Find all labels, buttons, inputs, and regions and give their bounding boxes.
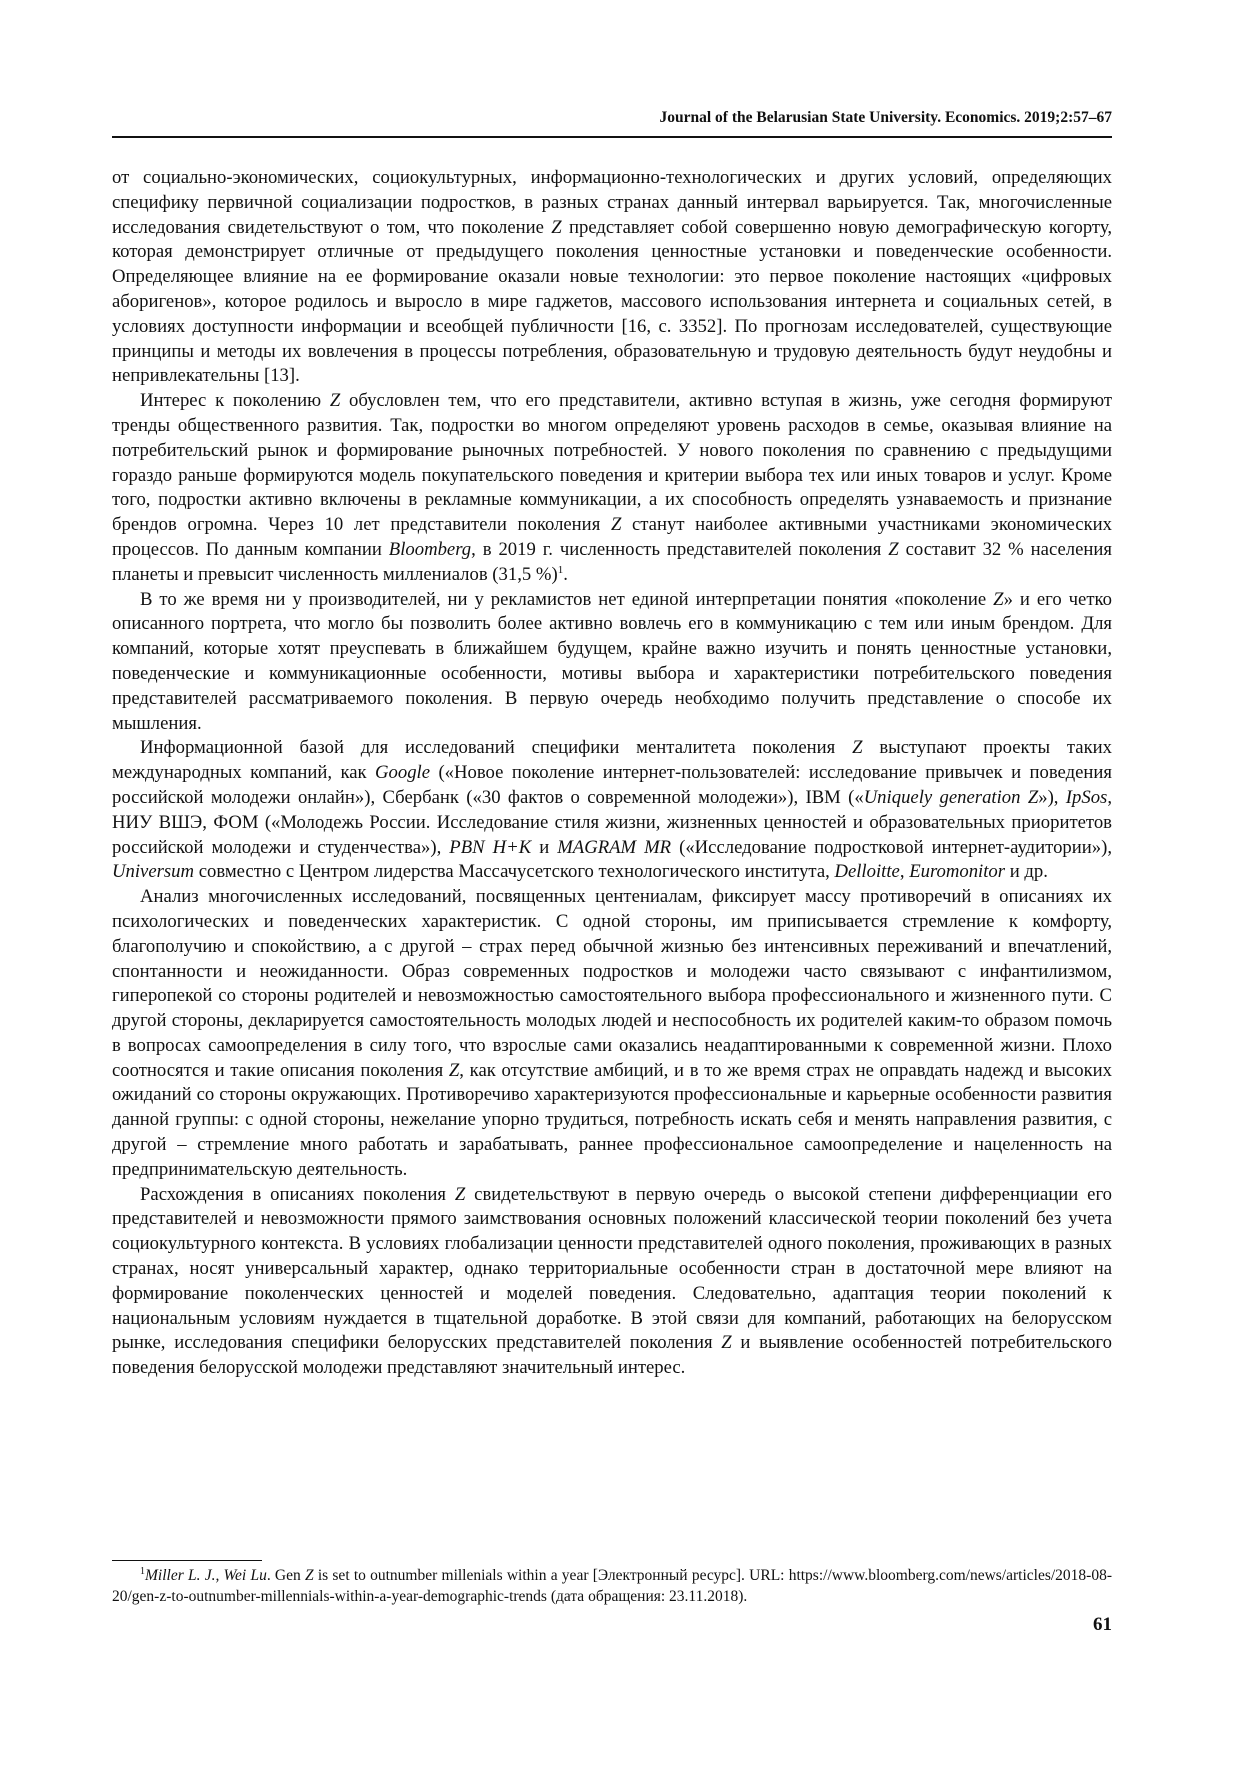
text-run: . xyxy=(563,563,568,585)
text-run: Информационной базой для исследований специфики менталитета поколения xyxy=(140,737,853,759)
footnote-paragraph xyxy=(112,1566,1112,1607)
italic-text: Z xyxy=(993,588,1004,610)
text-run: Анализ многочисленных исследований, посвященных центениалам, фиксирует массу противоречий в описаниях их психологических и поведенческих характеристик. С одной стороны, им приписывается стремление к комфорту, благополучию и спокойствию, а с другой – страх перед обычной жизнью без интенсивных переживаний и впечатлений, спонтанности и неожиданности. Образ современных подростков и молодежи часто связывают с инфантилизмом, гиперопекой со стороны родителей и невозможностью самостоятельного выбора профессионального и жизненного пути. С другой стороны, декларируется самостоятельность молодых людей и неспособность их родителей каким-то образом помочь в вопросах самоопределения в силу того, что взрослые сами оказались неадаптированными к современной жизни. Плохо соотносятся и такие описания поколения xyxy=(112,886,1112,1081)
text-run: обусловлен тем, что его представители, активно вступая в жизнь, уже сегодня формируют тренды общественного развития. Так, подростки во многом определяют уровень расходов в семье, оказывая влияние на потребительский рынок и формирование рыночных потребностей. У нового поколения по сравнению с предыдущими гораздо раньше формируются модель покупательского поведения и критерии выбора тех или иных товаров и услуг. Кроме того, подростки активно включены в рекламные коммуникации, а их способность определять узнаваемость и признание брендов огромна. Через 10 лет представители поколения xyxy=(112,390,1112,536)
text-run: . Gen xyxy=(266,1567,305,1584)
text-run: , как отсутствие амбиций, и в то же время страх не оправдать надежд и высоких ожиданий со стороны окружающих. Противоречиво характеризуются профессиональные и карьерные особенности развития данной группы: с одной стороны, нежелание упорно трудиться, потребность искать себя и менять направления развития, с другой – стремление много работать и зарабатывать, раннее профессиональное самоопределение и нацеленность на предпринимательскую деятельность. xyxy=(112,1059,1112,1180)
italic-text: Z xyxy=(304,1567,314,1584)
italic-text: Miller L. J., Wei Lu xyxy=(145,1567,267,1584)
body-text xyxy=(112,166,1112,1381)
footnote-rule xyxy=(112,1560,262,1561)
body-paragraph xyxy=(112,166,1112,389)
text-run: составит 32 % населения планеты и превысит численность миллениалов (31,5 %) xyxy=(112,538,1112,585)
footnote-reference: 1 xyxy=(557,563,564,576)
body-paragraph xyxy=(112,389,1112,587)
italic-text: PBN H+K xyxy=(449,836,532,858)
body-paragraph xyxy=(112,885,1112,1183)
text-run: и xyxy=(531,836,558,858)
text-run: » и его четко описанного портрета, что могло бы позволить более активно вовлечь его в коммуникацию с тем или иным брендом. Для компаний, которые хотят преуспевать в ближайшем будущем, крайне важно изучить и понять ценностные установки, поведенческие и коммуникационные особенности, мотивы выбора и характеристики потребительского поведения представителей рассматриваемого поколения. В первую очередь необходимо получить представление о способе их мышления. xyxy=(112,588,1112,734)
text-run: и выявление особенностей потребительского поведения белорусской молодежи представляют значительный интерес. xyxy=(112,1332,1112,1379)
text-run: представляет собой совершенно новую демографическую когорту, которая демонстрирует отличные от предыдущего поколения ценностные установки и поведенческие особенности. Определяющее влияние на ее формирование оказали новые технологии: это первое поколение настоящих «цифровых аборигенов», которое родилось и выросло в мире гаджетов, массового использования интернета и социальных сетей, в условиях доступности информации и всеобщей публичности [16, с. 3352]. По прогнозам исследователей, существующие принципы и методы их вовлечения в процессы потребления, образовательную и трудовую деятельность будут неудобны и непривлекательны [13]. xyxy=(112,216,1112,387)
italic-text: Z xyxy=(454,1183,466,1205)
italic-text: Z xyxy=(329,390,341,412)
page-number: 61 xyxy=(1093,1614,1112,1635)
italic-text: Z xyxy=(610,514,622,536)
text-run: от социально-экономических, социокультурных, информационно-технологических и других условий, определяющих специфику первичной социализации подростков, в разных странах данный интервал варьируется. Так, многочисленные исследования свидетельствуют о том, что поколение xyxy=(112,167,1112,238)
text-run: («Новое поколение интернет-пользователей: исследование привычек и поведения российской молодежи онлайн»), Сбербанк («30 фактов о современной молодежи»), IBM (« xyxy=(112,762,1113,808)
text-run: станут наиболее активными участниками экономических процессов. По данным компании xyxy=(112,514,1112,560)
text-run: и др. xyxy=(1005,861,1048,883)
italic-text: Uniquely generation Z xyxy=(863,786,1039,808)
body-paragraph xyxy=(112,1183,1112,1381)
italic-text: IpSos xyxy=(1065,786,1108,808)
text-run: Расхождения в описаниях поколения xyxy=(140,1183,455,1205)
body-paragraph xyxy=(112,736,1112,885)
body-paragraph xyxy=(112,588,1112,737)
italic-text: Z xyxy=(852,737,863,759)
italic-text: Z xyxy=(888,538,899,560)
text-run: («Исследование подростковой интернет-аудитории»), xyxy=(671,836,1112,858)
italic-text: MAGRAM MR xyxy=(557,836,672,858)
text-run: совместно с Центром лидерства Массачусетского технологического института, xyxy=(194,861,835,883)
text-run: is set to outnumber millenials within a year [Электронный ресурс]. URL: https://www.bloomberg.com/news/articles/2018-08-20/gen-z-to-outnumber-millennials-within-a-year-demographic-trends (дата обращения: 23.11.2018). xyxy=(112,1567,1112,1605)
header-rule xyxy=(112,136,1112,138)
text-run: , НИУ ВШЭ, ФОМ («Молодежь России. Исследование стиля жизни, жизненных ценностей и образовательных приоритетов российской молодежи и студенчества»), xyxy=(112,786,1112,858)
text-run: выступают проекты таких международных компаний, как xyxy=(112,737,1112,784)
italic-text: Bloomberg xyxy=(388,538,472,560)
text-run: Интерес к поколению xyxy=(140,390,330,412)
italic-text: Google xyxy=(375,762,431,784)
italic-text: Z xyxy=(721,1332,732,1354)
running-head: Journal of the Belarusian State University. Economics. 2019;2:57–67 xyxy=(659,109,1112,126)
text-run: , xyxy=(899,861,910,883)
text-run: »), xyxy=(1038,786,1066,808)
footnote-mark: 1 xyxy=(140,1565,145,1577)
text-run: свидетельствуют в первую очередь о высокой степени дифференциации его представителей и невозможности прямого заимствования основных положений классической теории поколений без учета социокультурного контекста. В условиях глобализации ценности представителей одного поколения, проживающих в разных странах, носят универсальный характер, однако территориальные особенности стран в достаточной мере влияют на формирование поколенческих ценностей и моделей поведения. Следовательно, адаптация теории поколений к национальным условиям нуждается в тщательной доработке. В этой связи для компаний, работающих на белорусском рынке, исследования специфики белорусских представителей поколения xyxy=(112,1183,1112,1354)
italic-text: Universum xyxy=(112,861,195,883)
italic-text: Euromonitor xyxy=(909,861,1006,883)
text-run: В то же время ни у производителей, ни у рекламистов нет единой интерпретации понятия «поколение xyxy=(140,588,994,610)
footnote xyxy=(112,1566,1112,1607)
italic-text: Delloitte xyxy=(834,861,900,883)
footnote-text xyxy=(112,1567,1112,1605)
italic-text: Z xyxy=(551,216,562,238)
text-run: , в 2019 г. численность представителей поколения xyxy=(471,538,889,560)
italic-text: Z xyxy=(448,1059,460,1081)
